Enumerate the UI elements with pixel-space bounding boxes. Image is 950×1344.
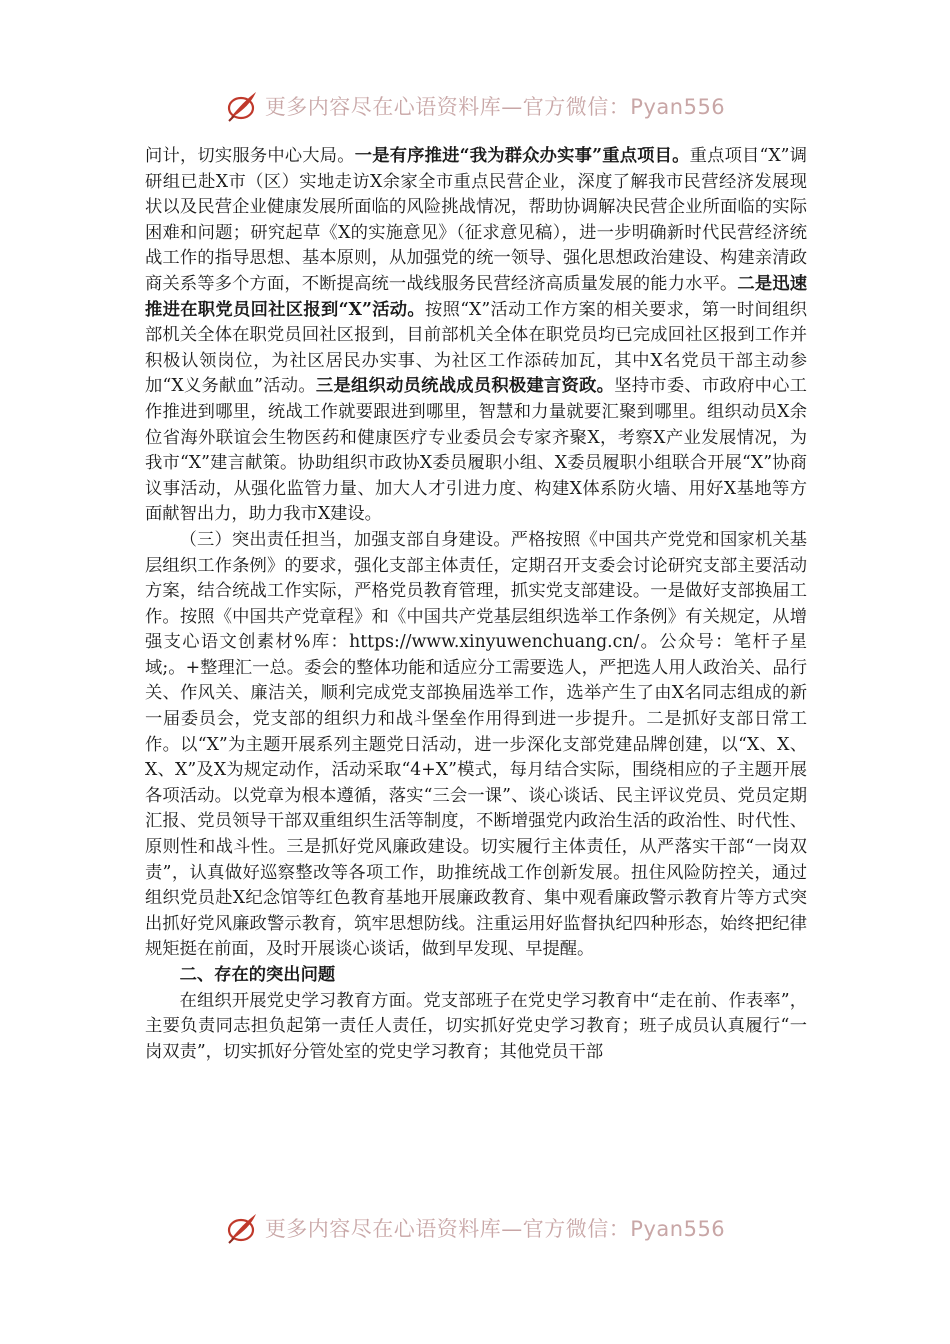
text-run: 按照“X”活动工作方案的相关要求，第一时间组织部机关全体在职党员回社区报到，目前部机关全体在职党员均已完成回社区报到工作并积极认领岗位，为社区居民办实事、为社区工作添砖加瓦，其中X名党员干部主动参加“X义务献血”活动。 [145,299,807,397]
watermark-text: 更多内容尽在心语资料库—官方微信：Pyan556 [264,1217,726,1241]
text-run: 坚持市委、市政府中心工作推进到哪里，统战工作就要跟进到哪里，智慧和力量就要汇聚到哪里。组织动员X余位省海外联谊会生物医药和健康医疗专业委员会专家齐聚X，考察X产业发展情况，为我市“X”建言献策。协助组织市政协X委员履职小组、X委员履职小组联合开展“X”协商议事活动，从强化监管力量、加大人才引进力度、构建X体系防火墙、用好X基地等方面献智出力，助力我市X建设。 [145,376,807,525]
watermark-banner-bottom [0,1208,950,1248]
bold-text-run: 二、存在的突出问题 [179,965,336,985]
watermark-banner-top [0,86,950,126]
text-run: （三）突出责任担当，加强支部自身建设。严格按照《中国共产党党和国家机关基层组织工作条例》的要求，强化支部主体责任，定期召开支委会讨论研究支部主要活动方案，结合统战工作实际，严格党员教育管理，抓实党支部建设。一是做好支部换届工作。按照《中国共产党章程》和《中国共产党基层组织选举工作条例》有关规定，从增强支心语文创素材%库：https://www.xinyuwenchuang.cn/。公众号：笔杆子星域;。+整理汇一总。委会的整体功能和适应分工需要选人，严把选人用人政治关、品行关、作风关、廉洁关，顺利完成党支部换届选举工作，选举产生了由X名同志组成的新一届委员会，党支部的组织力和战斗堡垒作用得到进一步提升。二是抓好支部日常工作。以“X”为主题开展系列主题党日活动，进一步深化支部党建品牌创建，以“X、X、X、X”及X为规定动作，活动采取“4+X”模式，每月结合实际，围绕相应的子主题开展各项活动。以党章为根本遵循，落实“三会一课”、谈心谈话、民主评议党员、党员定期汇报、党员领导干部双重组织生活等制度，不断增强党内政治生活的政治性、时代性、原则性和战斗性。三是抓好党风廉政建设。切实履行主体责任，从严落实干部“一岗双责”，认真做好巡察整改等各项工作，助推统战工作创新发展。扭住风险防控关，通过组织党员赴X纪念馆等红色教育基地开展廉政教育、集中观看廉政警示教育片等方式突出抓好党风廉政警示教育，筑牢思想防线。注重运用好监督执纪四种形态，始终把纪律规矩挺在前面，及时开展谈心谈话，做到早发现、早提醒。 [145,529,807,960]
body-paragraph [145,144,807,528]
quill-pen-logo-icon [225,89,259,123]
bold-text-run: 二是迅速推进在职党员回社区报到“X”活动。 [145,273,807,320]
text-run: 重点项目“X”调研组已赴X市（区）实地走访X余家全市重点民营企业，深度了解我市民营经济发展现状以及民营企业健康发展所面临的风险挑战情况，帮助协调解决民营企业所面临的实际困难和问题；研究起草《X的实施意见》（征求意见稿），进一步明确新时代民营经济统战工作的指导思想、基本原则，从加强党的统一领导、强化思想政治建设、构建亲清政商关系等多个方面，不断提高统一战线服务民营经济高质量发展的能力水平。 [145,146,807,294]
bold-text-run: 三是组织动员统战成员积极建言资政。 [315,376,615,397]
body-paragraph [145,989,807,1066]
body-paragraph [145,528,807,963]
quill-pen-logo-icon [225,1211,259,1245]
section-heading [145,963,807,989]
bold-text-run: 一是有序推进“我为群众办实事”重点项目。 [354,146,690,166]
document-body [145,144,807,1065]
watermark-text: 更多内容尽在心语资料库—官方微信：Pyan556 [264,95,726,119]
text-run: 问计，切实服务中心大局。 [145,146,355,166]
text-run: 在组织开展党史学习教育方面。党支部班子在党史学习教育中“走在前、作表率”，主要负责同志担负起第一责任人责任，切实抓好党史学习教育；班子成员认真履行“一岗双责”，切实抓好分管处室的党史学习教育；其他党员干部 [145,990,807,1062]
